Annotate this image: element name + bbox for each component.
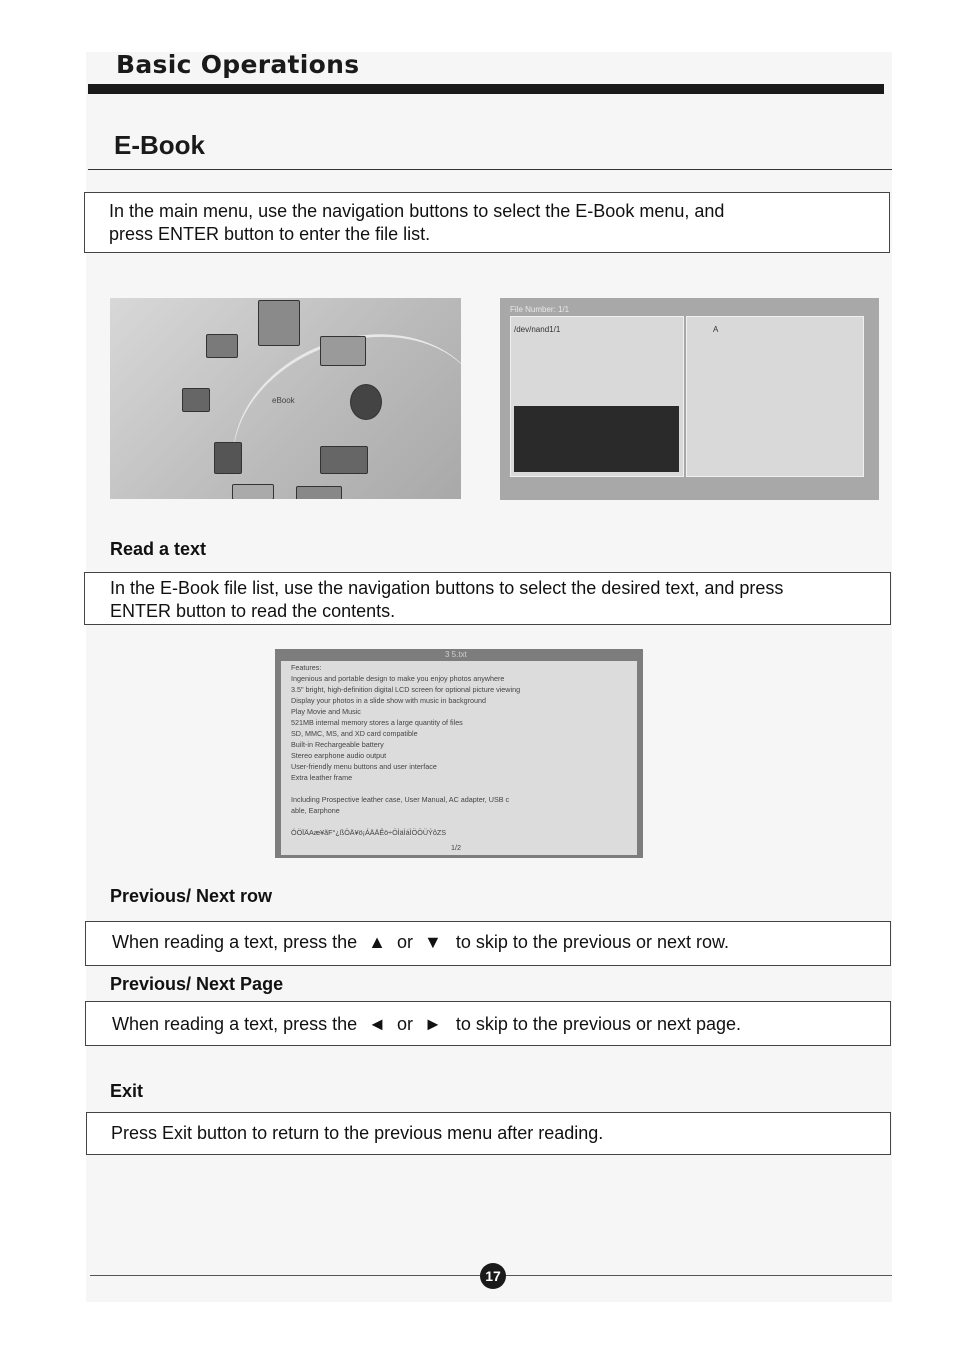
clock-icon xyxy=(214,442,242,474)
reader-line: 3.5" bright, high-definition digital LCD screen for optional picture viewing xyxy=(291,685,521,694)
intro-box xyxy=(84,192,890,253)
right-arrow-icon: ► xyxy=(424,1014,442,1034)
calendar-icon xyxy=(232,484,274,499)
reader-line: Extra leather frame xyxy=(291,773,353,782)
ebook-icon xyxy=(258,300,300,346)
photo-icon xyxy=(320,336,366,366)
menu-center-label: eBook xyxy=(272,396,295,405)
title-divider xyxy=(88,169,892,170)
reader-line: able, Earphone xyxy=(291,806,340,815)
file-list-screenshot xyxy=(500,298,879,500)
down-arrow-icon: ▼ xyxy=(424,932,442,952)
game-icon xyxy=(296,486,342,499)
reader-line: 521MB internal memory stores a large quantity of files xyxy=(291,718,463,727)
exit-text: Press Exit button to return to the previous menu after reading. xyxy=(111,1123,604,1143)
reader-line: ÓÖÏÄAæ¥ãF°¿ßÖÄ¥ö¡ÁÄÄÊö÷ÖÌäÌáÌÖÖÜÝôZS xyxy=(291,828,447,837)
read-text-line-2: ENTER button to read the contents. xyxy=(110,601,396,621)
prev-next-page-heading: Previous/ Next Page xyxy=(110,974,284,994)
reader-page xyxy=(281,661,637,855)
preview-area xyxy=(514,406,679,472)
page-title: E-Book xyxy=(114,130,205,160)
reader-line: Display your photos in a slide show with music in background xyxy=(291,696,486,705)
reader-line: Play Movie and Music xyxy=(291,707,361,716)
setup-icon xyxy=(182,388,210,412)
up-arrow-icon: ▲ xyxy=(368,932,386,952)
read-text-box xyxy=(84,572,891,625)
file-number-header: File Number: 1/1 xyxy=(510,305,570,314)
movie-icon xyxy=(320,446,368,474)
reader-line: User-friendly menu buttons and user interface xyxy=(291,762,437,771)
reader-line: Ingenious and portable design to make you enjoy photos anywhere xyxy=(291,674,505,683)
reader-title: 3 5.txt xyxy=(445,650,467,659)
main-menu-screenshot xyxy=(110,298,461,499)
intro-line-2: press ENTER button to enter the file list. xyxy=(109,224,431,244)
title-bar xyxy=(88,84,884,94)
exit-heading: Exit xyxy=(110,1081,144,1101)
text-reader-screenshot xyxy=(275,649,643,858)
page-text-before: When reading a text, press the xyxy=(112,1014,358,1034)
prev-next-page-box xyxy=(85,1001,891,1046)
row-text-after: to skip to the previous or next row. xyxy=(455,932,730,952)
reader-line: Stereo earphone audio output xyxy=(291,751,387,760)
row-text-before: When reading a text, press the xyxy=(112,932,358,952)
prev-next-row-box xyxy=(85,921,891,966)
reader-page-indicator: 1/2 xyxy=(451,843,461,852)
prev-next-row-heading: Previous/ Next row xyxy=(110,886,273,906)
page-number: 17 xyxy=(480,1263,506,1289)
file-path: /dev/nand1/1 xyxy=(514,325,561,334)
page-or: or xyxy=(397,1014,414,1034)
reader-line: Including Prospective leather case, User Manual, AC adapter, USB c xyxy=(291,795,510,804)
right-pane xyxy=(686,316,864,477)
file-entry: A xyxy=(713,325,719,334)
reader-line: SD, MMC, MS, and XD card compatible xyxy=(291,729,418,738)
section-title: Basic Operations xyxy=(116,50,360,79)
intro-line-1: In the main menu, use the navigation buttons to select the E-Book menu, and xyxy=(109,201,725,221)
headphones-icon xyxy=(350,384,382,420)
read-text-line-1: In the E-Book file list, use the navigation buttons to select the desired text, and press xyxy=(110,578,784,598)
folder-icon xyxy=(206,334,238,358)
exit-box xyxy=(86,1112,891,1155)
left-arrow-icon: ◄ xyxy=(368,1014,386,1034)
read-text-heading: Read a text xyxy=(110,539,207,559)
reader-line: Features: xyxy=(291,663,322,672)
row-or: or xyxy=(397,932,414,952)
reader-line: Built-in Rechargeable battery xyxy=(291,740,384,749)
page-text-after: to skip to the previous or next page. xyxy=(455,1014,742,1034)
